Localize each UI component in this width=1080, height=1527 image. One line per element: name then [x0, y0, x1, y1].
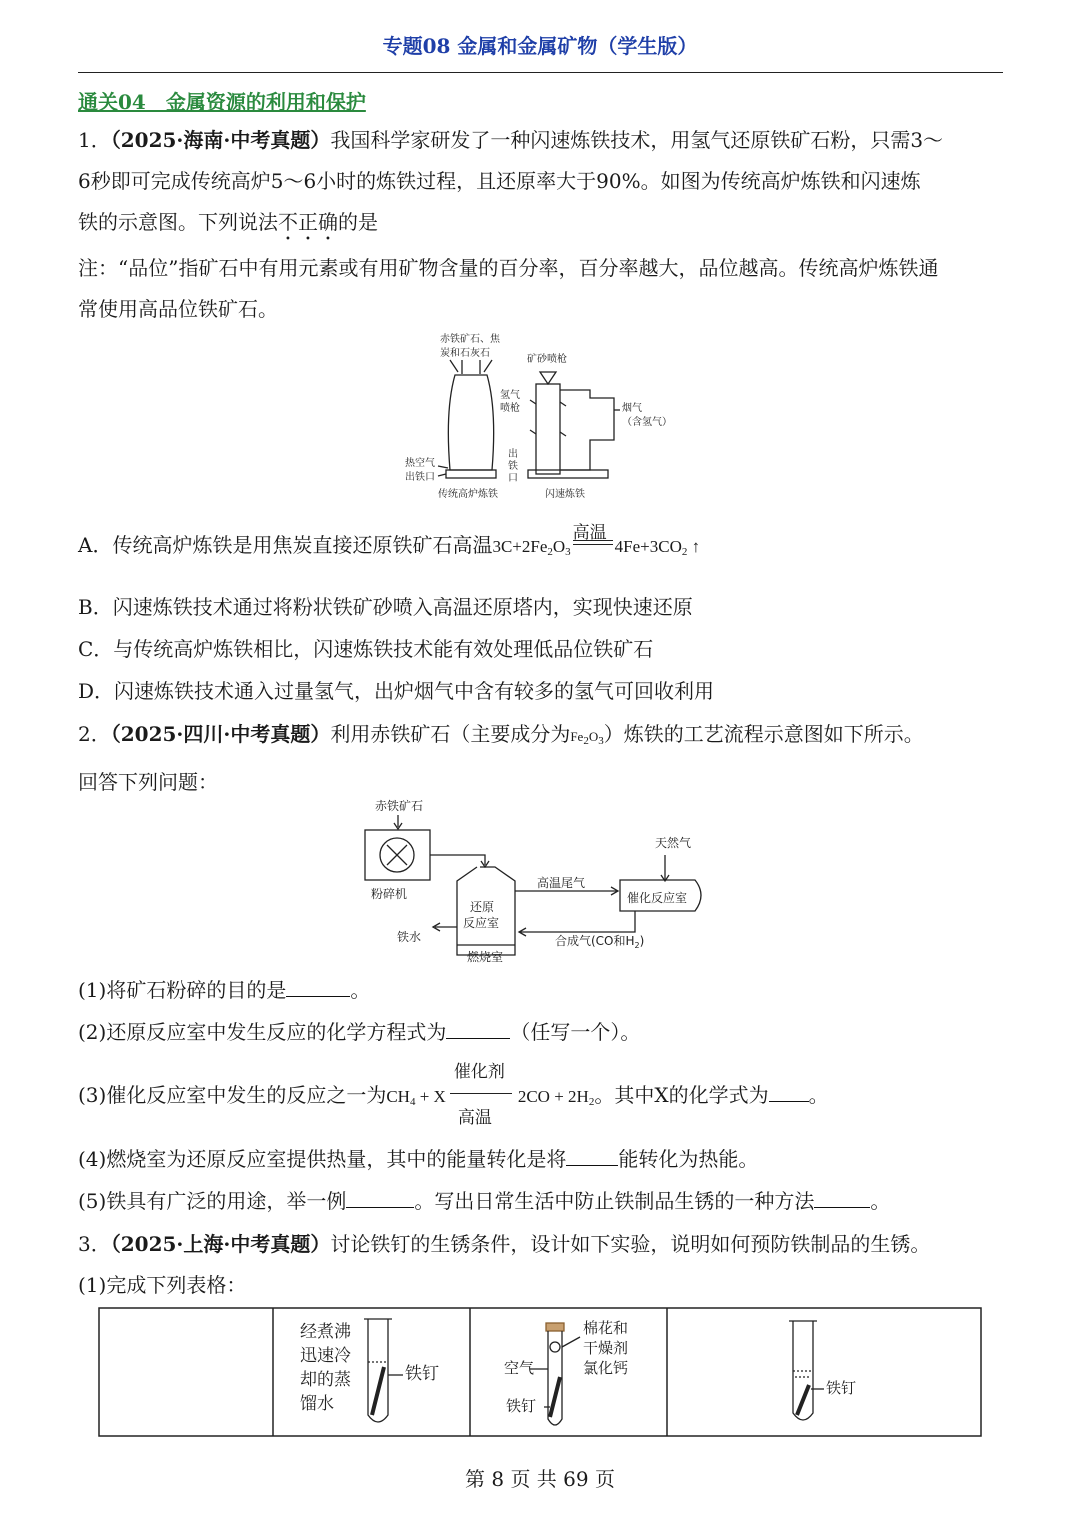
q3-stem: 3．（2025·上海·中考真题）讨论铁钉的生锈条件，设计如下实验，说明如何预防铁制品的生锈。 (1)完成下列表格： — [78, 1232, 931, 1297]
label-syngas: 合成气(CO和$H_2$) — [555, 934, 645, 950]
tube2-nail-label: 铁钉 — [506, 1397, 537, 1415]
answer-blank-6[interactable] — [814, 1187, 870, 1208]
section-title: 通关04 金属资源的利用和保护 — [78, 90, 366, 114]
q2-stem: 2．（2025·四川·中考真题）利用赤铁矿石（主要成分为$Fe_2O_3$）炼铁的工艺流程示意图如下所示。 回答下列问题： — [78, 722, 924, 794]
q3-experiment-table — [98, 1307, 983, 1439]
q1-option-d[interactable]: D．闪速炼铁技术通入过量氢气，出炉烟气中含有较多的氢气可回收利用 — [78, 679, 715, 703]
label-flue-2: （含氢气） — [622, 417, 672, 428]
reaction-arrow-high-temp: 高温 — [571, 534, 615, 554]
q1-option-a[interactable]: A．传统高炉炼铁是用焦炭直接还原铁矿石高温$3C+2Fe_2O_3$ 高温 $4Fe+3CO_2$ ↑ — [78, 523, 701, 558]
tube3-nail-label: 铁钉 — [826, 1379, 857, 1397]
q1-option-b[interactable]: B．闪速炼铁技术通过将粉状铁矿砂喷入高温还原塔内，实现快速还原 — [78, 595, 693, 619]
label-feed-1: 赤铁矿石、焦 — [440, 334, 500, 345]
page-footer: 第 8 页 共 69 页 — [465, 1467, 615, 1491]
label-natural-gas: 天然气 — [655, 836, 692, 850]
label-crusher: 粉碎机 — [371, 887, 408, 901]
answer-blank-5[interactable] — [346, 1187, 414, 1208]
label-air: 热空气 — [405, 458, 435, 469]
answer-blank-1[interactable] — [286, 976, 350, 997]
tube1-label-3: 却的蒸 — [300, 1370, 351, 1390]
answer-blank-3[interactable] — [769, 1081, 809, 1102]
q2-sub5: (5)铁具有广泛的用途，举一例 。写出日常生活中防止铁制品生锈的一种方法 。 — [78, 1189, 891, 1213]
label-h2-2: 喷枪 — [500, 403, 520, 414]
label-outlet: 出铁口 — [405, 472, 435, 483]
label-out-3: 口 — [508, 473, 518, 484]
emphasis-not-correct: 不正确 — [278, 210, 338, 234]
tube1-label-1: 经煮沸 — [300, 1322, 351, 1342]
q2-sub4: (4)燃烧室为还原反应室提供热量，其中的能量转化是将 能转化为热能。 — [78, 1147, 759, 1171]
tube2-label-3: 氯化钙 — [583, 1359, 629, 1377]
q1-stem: 1．（2025·海南·中考真题）我国科学家研发了一种闪速炼铁技术，用氢气还原铁矿石粉，只需3～ 6秒即可完成传统高炉5～6小时的炼铁过程，且还原率大于90%。如图为传统高炉炼铁和闪速炼 铁的示意图。下列说法不正确的是 — [78, 128, 944, 234]
page-header: 专题08 金属和金属矿物（学生版） — [382, 34, 698, 58]
q1-option-c[interactable]: C．与传统高炉炼铁相比，闪速炼铁技术能有效处理低品位铁矿石 — [78, 637, 654, 661]
tube2-label-1: 棉花和 — [583, 1319, 629, 1337]
header-divider — [78, 72, 1003, 73]
tube1-label-2: 迅速冷 — [300, 1346, 351, 1366]
q2-sub2: (2)还原反应室中发生反应的化学方程式为 （任写一个）。 — [78, 1020, 641, 1044]
answer-blank-2[interactable] — [446, 1018, 510, 1039]
label-ore: 赤铁矿石 — [375, 799, 424, 813]
label-flue-1: 烟气 — [622, 403, 642, 414]
label-out-2: 铁 — [508, 461, 518, 472]
answer-blank-4[interactable] — [566, 1145, 618, 1166]
label-out-1: 出 — [508, 449, 518, 460]
q1-note: 注：“品位”指矿石中有用元素或有用矿物含量的百分率，百分率越大，品位越高。传统高炉炼铁通 常使用高品位铁矿石。 — [78, 256, 939, 321]
label-catalytic: 催化反应室 — [627, 891, 688, 905]
q2-sub3: (3)催化反应室中发生的反应之一为$CH_4 + X$ 催化剂 高温 $2CO + 2H_2$。其中X的化学式为 。 — [78, 1062, 829, 1128]
q2-sub1: (1)将矿石粉碎的目的是 。 — [78, 978, 371, 1002]
tube1-label-4: 馏水 — [300, 1394, 334, 1414]
label-tail-gas: 高温尾气 — [537, 876, 586, 890]
q1-furnace-figure — [400, 330, 690, 505]
label-iron-water: 铁水 — [397, 930, 422, 944]
tube2-label-2: 干燥剂 — [583, 1339, 629, 1357]
label-reduction-2: 反应室 — [463, 916, 500, 930]
label-ore-gun: 矿砂喷枪 — [527, 354, 567, 365]
label-h2-1: 氢气 — [500, 390, 520, 401]
label-feed-2: 炭和石灰石 — [440, 348, 490, 359]
tube2-air-label: 空气 — [504, 1359, 535, 1377]
caption-left: 传统高炉炼铁 — [438, 489, 498, 500]
tube1-nail-label: 铁钉 — [405, 1364, 439, 1384]
q2-flow-figure — [355, 795, 725, 970]
label-combustion: 燃烧室 — [467, 950, 504, 964]
label-reduction-1: 还原 — [470, 900, 495, 914]
caption-right: 闪速炼铁 — [545, 489, 585, 500]
reaction-arrow-catalyst: 催化剂 高温 — [446, 1084, 518, 1104]
